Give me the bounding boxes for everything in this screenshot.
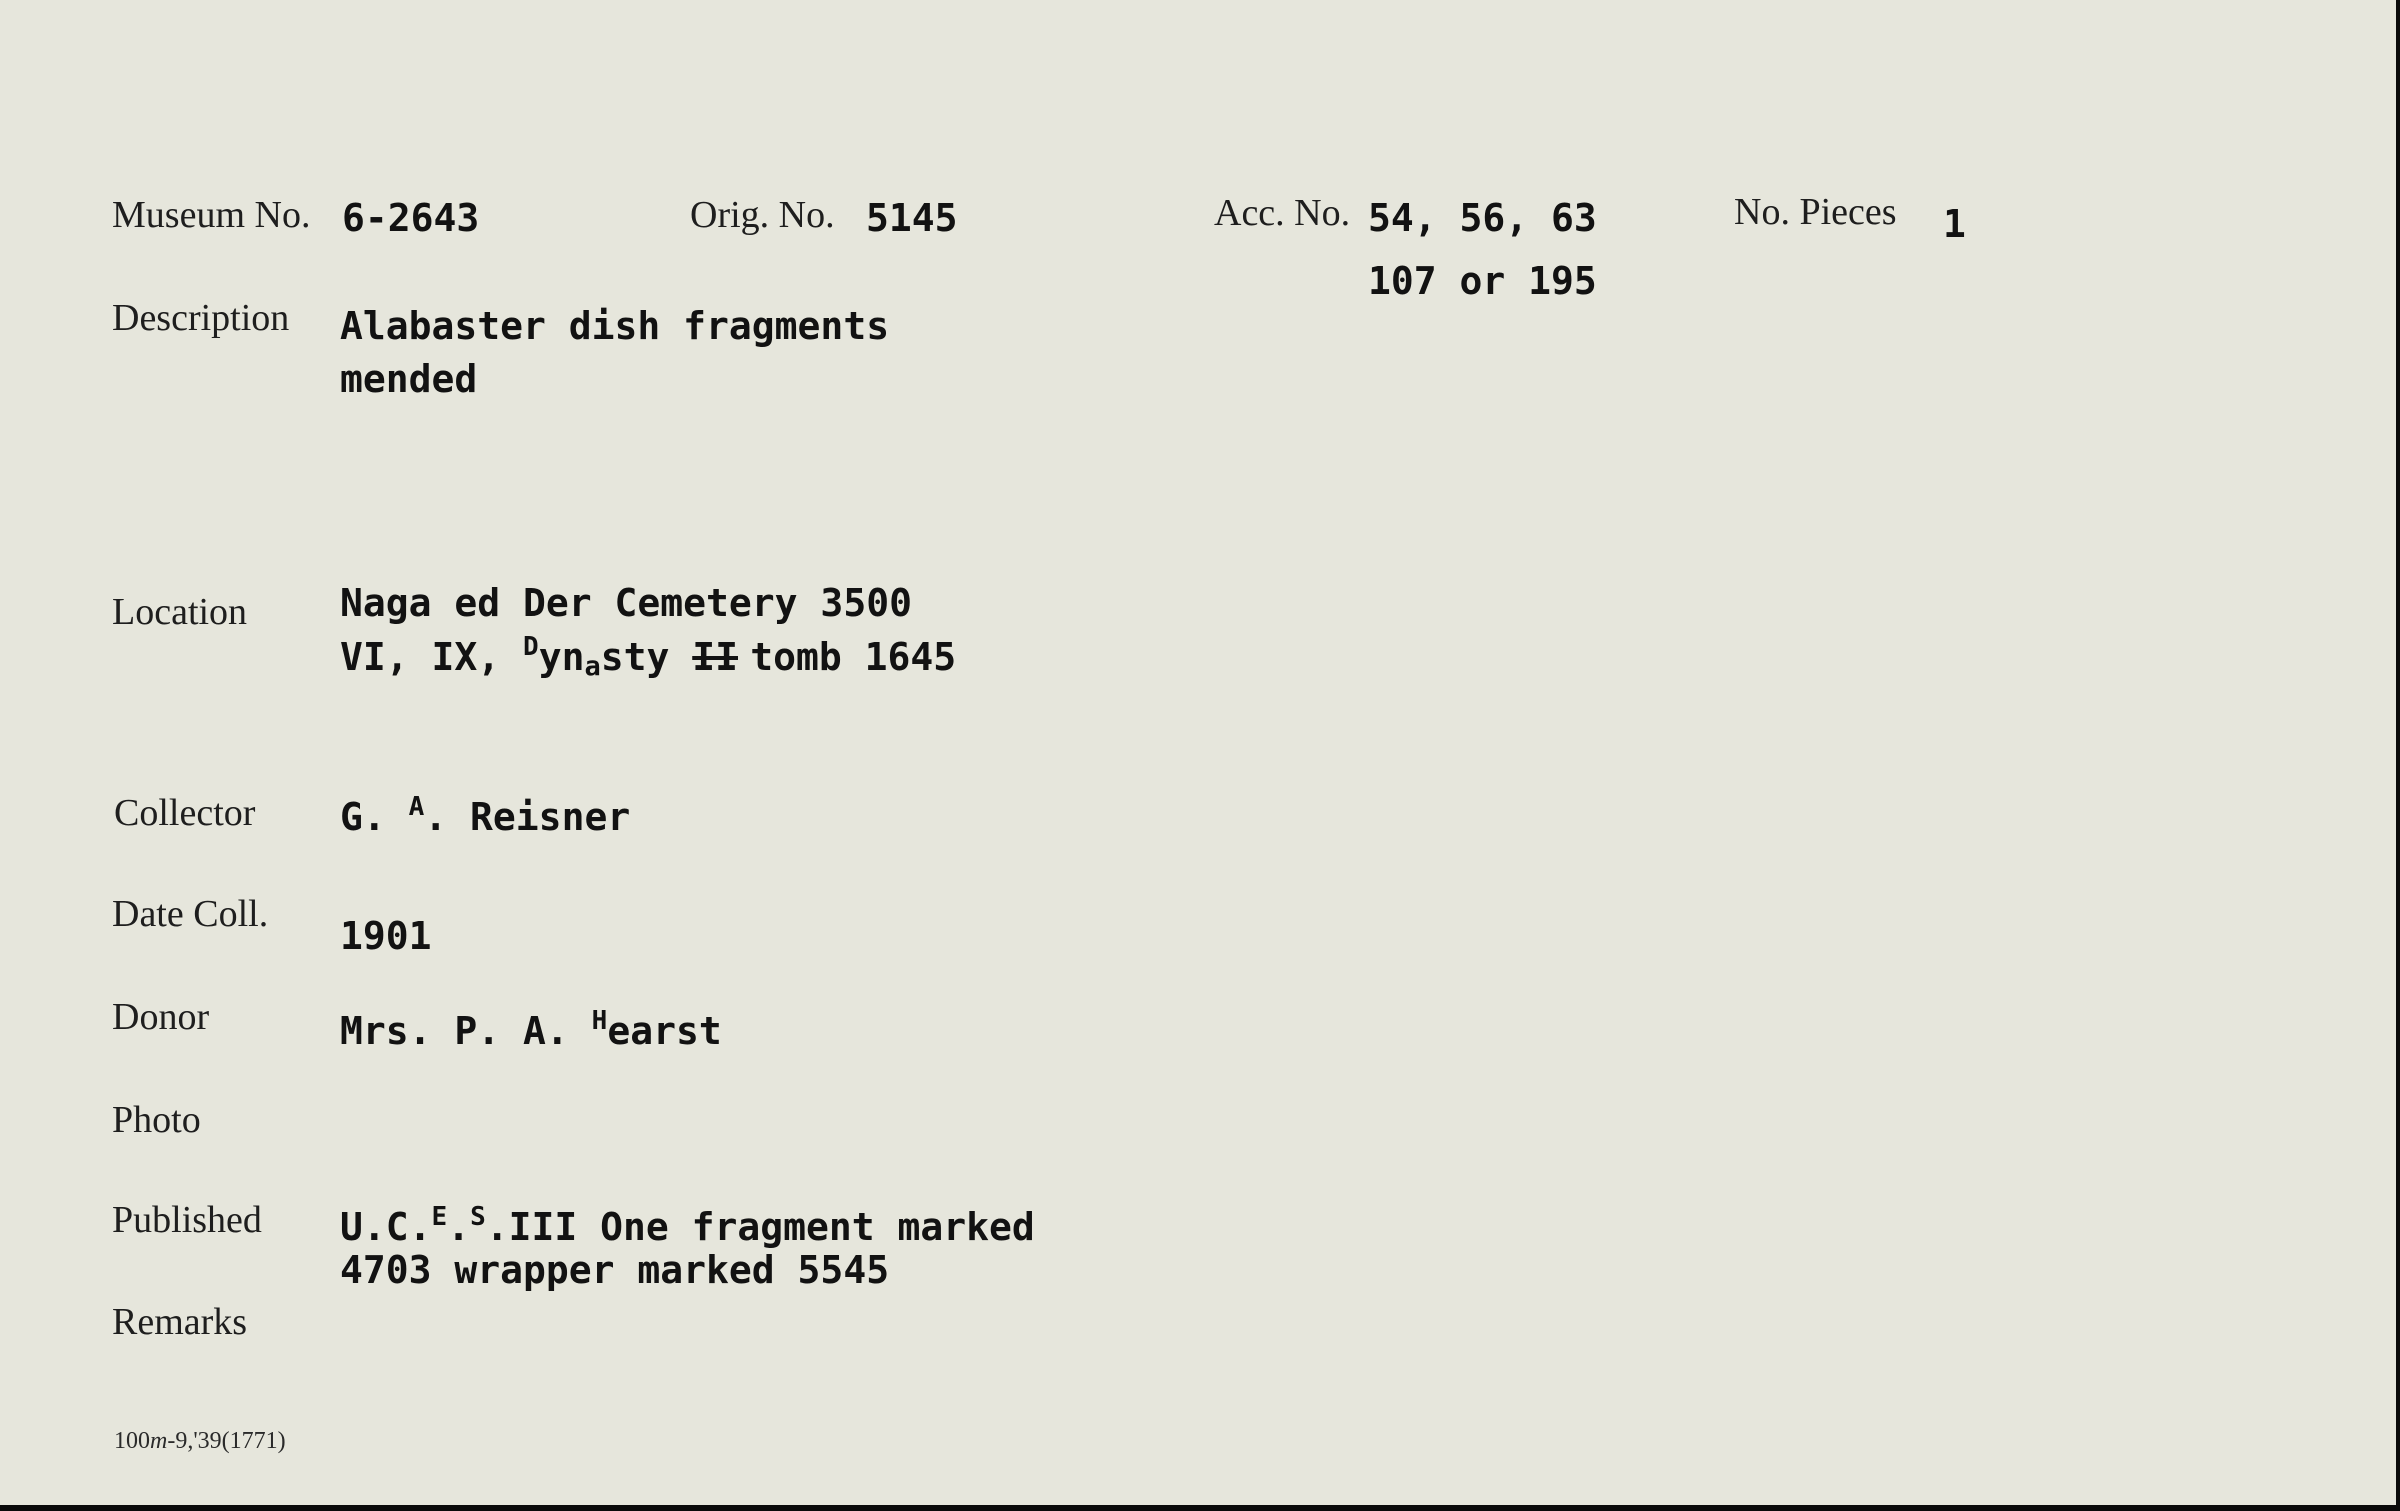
location-struck-text: II: [692, 635, 738, 679]
location-yn: yn: [538, 635, 585, 679]
donor-label: Donor: [112, 996, 210, 1038]
photo-label: Photo: [112, 1099, 201, 1141]
location-subscript-a: a: [584, 651, 601, 682]
acc-no-label: Acc. No.: [1214, 192, 1351, 234]
published-label: Published: [112, 1199, 262, 1241]
remarks-label: Remarks: [112, 1301, 248, 1343]
description-line2: mended: [340, 357, 478, 401]
print-code-suffix: -9,'39(1771): [167, 1428, 286, 1454]
collector-surname: . Reisner: [424, 795, 631, 839]
acc-no-value-line1: 54, 56, 63: [1368, 196, 1597, 240]
date-coll-label: Date Coll.: [112, 893, 269, 935]
date-coll-value: 1901: [340, 914, 432, 958]
print-code: [114, 1428, 286, 1455]
location-line2: [340, 632, 956, 682]
donor-value: [340, 1006, 722, 1053]
orig-no-label: Orig. No.: [690, 194, 835, 236]
collector-value: [340, 792, 630, 839]
location-sty: sty: [600, 635, 693, 679]
museum-no-value: 6-2643: [342, 196, 480, 240]
published-uc: U.C.: [340, 1205, 432, 1249]
published-line2: 4703 wrapper marked 5545: [340, 1248, 890, 1292]
published-dot: .: [447, 1205, 471, 1249]
donor-surname: earst: [607, 1009, 722, 1053]
collector-initial-g: G.: [340, 795, 409, 839]
collector-superscript-a: A: [408, 792, 425, 822]
print-code-italic: m: [150, 1428, 168, 1454]
published-superscript-e: E: [431, 1202, 448, 1232]
print-code-prefix: 100: [114, 1428, 150, 1454]
location-superscript-d: D: [523, 632, 539, 662]
published-line1: [340, 1202, 1035, 1249]
location-line1: Naga ed Der Cemetery 3500: [340, 581, 912, 625]
published-rest: .III One fragment marked: [485, 1205, 1035, 1249]
location-label: Location: [112, 591, 248, 633]
no-pieces-value: 1: [1943, 202, 1966, 246]
location-dynasties: VI, IX,: [340, 635, 524, 679]
published-superscript-s: S: [470, 1202, 486, 1232]
location-tomb: tomb 1645: [750, 635, 957, 679]
acc-no-value-line2: 107 or 195: [1368, 259, 1597, 303]
orig-no-value: 5145: [866, 196, 958, 240]
description-line1: Alabaster dish fragments: [340, 304, 890, 348]
no-pieces-label: No. Pieces: [1734, 191, 1897, 233]
description-label: Description: [112, 297, 290, 339]
collector-label: Collector: [114, 792, 256, 834]
donor-superscript-h: H: [591, 1006, 608, 1036]
donor-initials: Mrs. P. A.: [340, 1009, 592, 1053]
museum-no-label: Museum No.: [112, 194, 311, 236]
